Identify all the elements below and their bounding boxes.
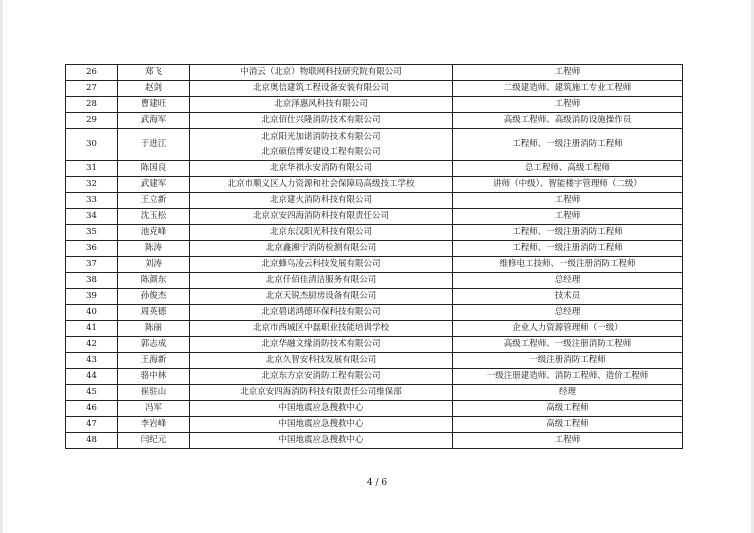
person-name: 曹建旺 [118,97,190,113]
professional-title: 工程师、一级注册消防工程师 [453,129,683,161]
person-name: 武海军 [118,113,190,129]
professional-title: 工程师 [453,433,683,449]
company-cell [190,65,453,81]
table-row [66,401,683,417]
person-name: 闫纪元 [118,433,190,449]
person-name: 陈涛 [118,241,190,257]
company-name: 北京阳光加诺消防技术有限公司 [261,131,381,142]
company-name: 北京京安四海消防科技有限责任公司 [252,211,389,221]
company-cell [190,401,453,417]
row-number: 27 [66,81,118,97]
table-row [66,417,683,433]
table-row [66,353,683,369]
company-cell [190,81,453,97]
row-number: 44 [66,369,118,385]
professional-title: 一级注册消防工程师 [453,353,683,369]
company-name: 北京碧诺鸿德环保科技有限公司 [261,307,381,317]
row-number: 42 [66,337,118,353]
company-cell [190,337,453,353]
company-name: 北京东汉阳光科技有限公司 [269,227,372,237]
table-row [66,369,683,385]
company-name: 北京蜂鸟凌云科技发展有限公司 [261,259,381,269]
table-row [66,209,683,225]
row-number: 41 [66,321,118,337]
professional-title: 高级工程师、一级注册消防工程师 [453,337,683,353]
person-name: 陈颜东 [118,273,190,289]
row-number: 33 [66,193,118,209]
company-cell [190,177,453,193]
person-name: 刘涛 [118,257,190,273]
company-cell [190,209,453,225]
row-number: 29 [66,113,118,129]
company-cell [190,321,453,337]
company-name: 北京天锐杰厨房设备有限公司 [265,291,377,301]
company-name: 北京鑫湘宁消防检测有限公司 [265,243,377,253]
row-number: 43 [66,353,118,369]
person-name: 王海新 [118,353,190,369]
row-number: 37 [66,257,118,273]
person-name: 武建军 [118,177,190,193]
company-name: 北京仟佰佳清洁服务有限公司 [265,275,377,285]
company-cell [190,433,453,449]
person-name: 孙俊杰 [118,289,190,305]
person-name: 陈丽 [118,321,190,337]
company-cell [190,257,453,273]
person-name: 池克峰 [118,225,190,241]
person-name: 沈玉松 [118,209,190,225]
company-cell [190,97,453,113]
company-cell [190,273,453,289]
company-name: 中国地震应急搜救中心 [278,435,364,445]
company-name: 北京市顺义区人力资源和社会保障局高级技工学校 [227,179,415,189]
company-name: 北京久智安科技发展有限公司 [265,355,377,365]
table-row [66,305,683,321]
professional-title: 企业人力资源管理师（一级） [453,321,683,337]
person-name: 骆中林 [118,369,190,385]
professional-title: 高级工程师 [453,417,683,433]
table-row [66,321,683,337]
row-number: 28 [66,97,118,113]
table-row [66,177,683,193]
company-cell [190,241,453,257]
row-number: 39 [66,289,118,305]
company-cell [190,193,453,209]
professional-title: 高级工程师、高级消防设施操作员 [453,113,683,129]
professional-title: 工程师、一级注册消防工程师 [453,241,683,257]
company-cell [190,289,453,305]
company-name: 北京奥信建筑工程设备安装有限公司 [252,83,389,93]
company-cell [190,225,453,241]
person-name: 郑飞 [118,65,190,81]
professional-title: 工程师 [453,65,683,81]
professional-title: 讲师（中级）、智能楼宇管理师（二级） [453,177,683,193]
company-cell [190,385,453,401]
professional-title: 二级建造师、建筑施工专业工程师 [453,81,683,97]
table-row [66,257,683,273]
company-cell [190,161,453,177]
professional-title: 工程师 [453,193,683,209]
page-number: 4 / 6 [366,478,388,488]
company-name: 北京佰仕兴隆消防技术有限公司 [261,115,381,125]
row-number: 38 [66,273,118,289]
professional-title: 高级工程师 [453,401,683,417]
company-name: 北京泽惠风科技有限公司 [274,99,368,109]
person-name: 李岩峰 [118,417,190,433]
row-number: 30 [66,129,118,161]
professional-title: 一级注册建造师、消防工程师、造价工程师 [453,369,683,385]
company-cell [190,369,453,385]
row-number: 46 [66,401,118,417]
person-name: 崔驻山 [118,385,190,401]
company-cell [190,113,453,129]
expert-roster-table [65,64,683,449]
person-name: 王立新 [118,193,190,209]
company-cell [190,353,453,369]
table-row [66,289,683,305]
company-name: 北京市西城区中磊职业技能培训学校 [252,323,389,333]
person-name: 于进江 [118,129,190,161]
table-row [66,385,683,401]
company-name: 中国地震应急搜救中心 [278,403,364,413]
table-row [66,241,683,257]
roster-body [66,65,683,449]
table-row [66,81,683,97]
row-number: 26 [66,65,118,81]
company-cell [190,129,453,161]
professional-title: 工程师 [453,97,683,113]
person-name: 周英德 [118,305,190,321]
table-row [66,97,683,113]
person-name: 冯军 [118,401,190,417]
row-number: 47 [66,417,118,433]
professional-title: 技术员 [453,289,683,305]
company-name: 中国地震应急搜救中心 [278,419,364,429]
professional-title: 总工程师、高级工程师 [453,161,683,177]
table-row [66,337,683,353]
company-name: 北京华祺永安消防有限公司 [269,163,372,173]
professional-title: 工程师、一级注册消防工程师 [453,225,683,241]
company-name: 中消云（北京）物联网科技研究院有限公司 [240,67,402,77]
page-edge-left [0,0,3,533]
row-number: 40 [66,305,118,321]
person-name: 陈国良 [118,161,190,177]
company-name: 北京东方京安消防工程有限公司 [261,371,381,381]
table-row [66,161,683,177]
table-row [66,129,683,161]
person-name: 赵剑 [118,81,190,97]
row-number: 34 [66,209,118,225]
row-number: 31 [66,161,118,177]
professional-title: 维修电工技师、一级注册消防工程师 [453,257,683,273]
row-number: 48 [66,433,118,449]
table-row [66,193,683,209]
company-name: 北京京安四海消防科技有限责任公司维保部 [240,387,402,397]
professional-title: 总经理 [453,273,683,289]
table-row [66,65,683,81]
company-name: 北京硕信博安建设工程有限公司 [261,146,381,157]
company-cell [190,417,453,433]
company-name: 北京华融文缘消防技术有限公司 [261,339,381,349]
professional-title: 总经理 [453,305,683,321]
person-name: 郭志成 [118,337,190,353]
row-number: 35 [66,225,118,241]
table-row [66,433,683,449]
row-number: 32 [66,177,118,193]
table-row [66,225,683,241]
professional-title: 工程师 [453,209,683,225]
company-name: 北京建火消防科技有限公司 [269,195,372,205]
company-cell [190,305,453,321]
table-row [66,113,683,129]
table-row [66,273,683,289]
row-number: 45 [66,385,118,401]
row-number: 36 [66,241,118,257]
professional-title: 经理 [453,385,683,401]
